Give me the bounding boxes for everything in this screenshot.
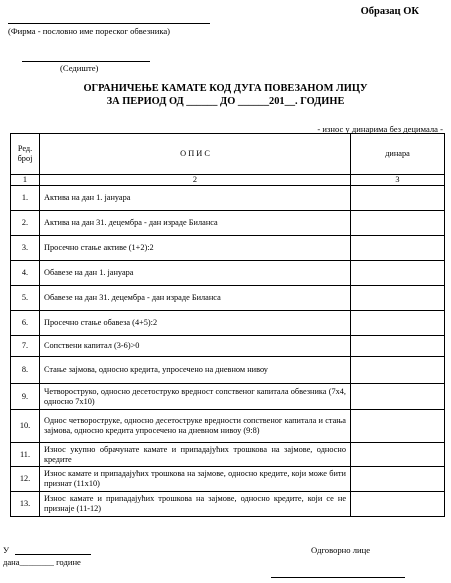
row-number: 8. [11, 357, 40, 384]
row-number: 4. [11, 261, 40, 286]
row-amount-cell[interactable] [351, 236, 445, 261]
row-description: Сопствени капитал (3-6)>0 [40, 336, 351, 357]
table-row [11, 384, 445, 410]
col-number: 2 [40, 175, 351, 186]
row-number: 7. [11, 336, 40, 357]
table-row [11, 236, 445, 261]
table-row [11, 357, 445, 384]
row-description: Просечно стање обавеза (4+5):2 [40, 311, 351, 336]
row-description: Актива на дан 31. децембра - дан израде Биланса [40, 211, 351, 236]
table-row [11, 336, 445, 357]
col-number: 3 [351, 175, 445, 186]
row-number: 10. [11, 410, 40, 443]
title-line-1: ОГРАНИЧЕЊЕ КАМАТЕ КОД ДУГА ПОВЕЗАНОМ ЛИЦУ [83, 83, 368, 94]
row-number: 2. [11, 211, 40, 236]
row-amount-cell[interactable] [351, 357, 445, 384]
amount-note: - износ у динарима без децимала - [317, 124, 443, 134]
header-no: Ред. број [11, 134, 40, 175]
row-number: 11. [11, 443, 40, 467]
seat-label: (Седиште) [60, 63, 99, 73]
row-amount-cell[interactable] [351, 410, 445, 443]
row-description: Просечно стање активе (1+2):2 [40, 236, 351, 261]
row-amount-cell[interactable] [351, 443, 445, 467]
place-line[interactable] [15, 554, 91, 555]
seat-line [22, 61, 150, 62]
row-description: Износ укупно обрачунате камате и припадајућих трошкова на зајмове, односно кредите [40, 443, 351, 467]
row-amount-cell[interactable] [351, 211, 445, 236]
responsible-person-label: Одговорно лице [311, 545, 371, 555]
col-number: 1 [11, 175, 40, 186]
row-amount-cell[interactable] [351, 286, 445, 311]
table-row [11, 261, 445, 286]
row-amount-cell[interactable] [351, 384, 445, 410]
firm-label: (Фирма - пословно име пореског обвезника) [8, 26, 171, 36]
row-number: 3. [11, 236, 40, 261]
row-amount-cell[interactable] [351, 311, 445, 336]
header-desc: О П И С [40, 134, 351, 175]
row-number: 5. [11, 286, 40, 311]
row-description: Однос четвороструке, односно десетоструке вредности сопственог капитала и стања зајмова, односно кредита упросечено на дневном нивоу (9:8) [40, 410, 351, 443]
row-description: Стање зајмова, односно кредита, упросечено на дневном нивоу [40, 357, 351, 384]
table-row [11, 467, 445, 492]
table-row [11, 492, 445, 517]
row-description: Обавезе на дан 31. децембра - дан израде Биланса [40, 286, 351, 311]
row-amount-cell[interactable] [351, 261, 445, 286]
table-row [11, 286, 445, 311]
row-amount-cell[interactable] [351, 336, 445, 357]
row-amount-cell[interactable] [351, 492, 445, 517]
table-row [11, 311, 445, 336]
row-number: 12. [11, 467, 40, 492]
row-description: Износ камате и припадајућих трошкова на зајмове, односно кредите, који се не признаје (11-12) [40, 492, 351, 517]
firm-name-line [8, 23, 210, 24]
title-line-2: ЗА ПЕРИОД ОД ______ ДО ______201__. ГОДИНЕ [106, 96, 345, 107]
table-row [11, 410, 445, 443]
signature-line[interactable] [271, 577, 405, 578]
row-number: 13. [11, 492, 40, 517]
row-amount-cell[interactable] [351, 467, 445, 492]
row-description: Актива на дан 1. јануара [40, 186, 351, 211]
column-number-row [11, 175, 445, 186]
place-label: У [3, 545, 10, 555]
table-row [11, 186, 445, 211]
row-description: Обавезе на дан 1. јануара [40, 261, 351, 286]
header-amount: динара [351, 134, 445, 175]
row-number: 6. [11, 311, 40, 336]
row-description: Четвороструко, односно десетоструко вредност сопственог капитала обвезника (7x4, односно 7x10) [40, 384, 351, 410]
form-code: Образац ОК [360, 6, 419, 17]
date-label: дана________ године [3, 557, 81, 567]
row-amount-cell[interactable] [351, 186, 445, 211]
row-number: 9. [11, 384, 40, 410]
row-description: Износ камате и припадајућих трошкова на зајмове, односно кредите, који може бити признат (11x10) [40, 467, 351, 492]
header-row [11, 134, 445, 175]
interest-limitation-table [10, 133, 445, 517]
row-number: 1. [11, 186, 40, 211]
table-row [11, 443, 445, 467]
table-row [11, 211, 445, 236]
